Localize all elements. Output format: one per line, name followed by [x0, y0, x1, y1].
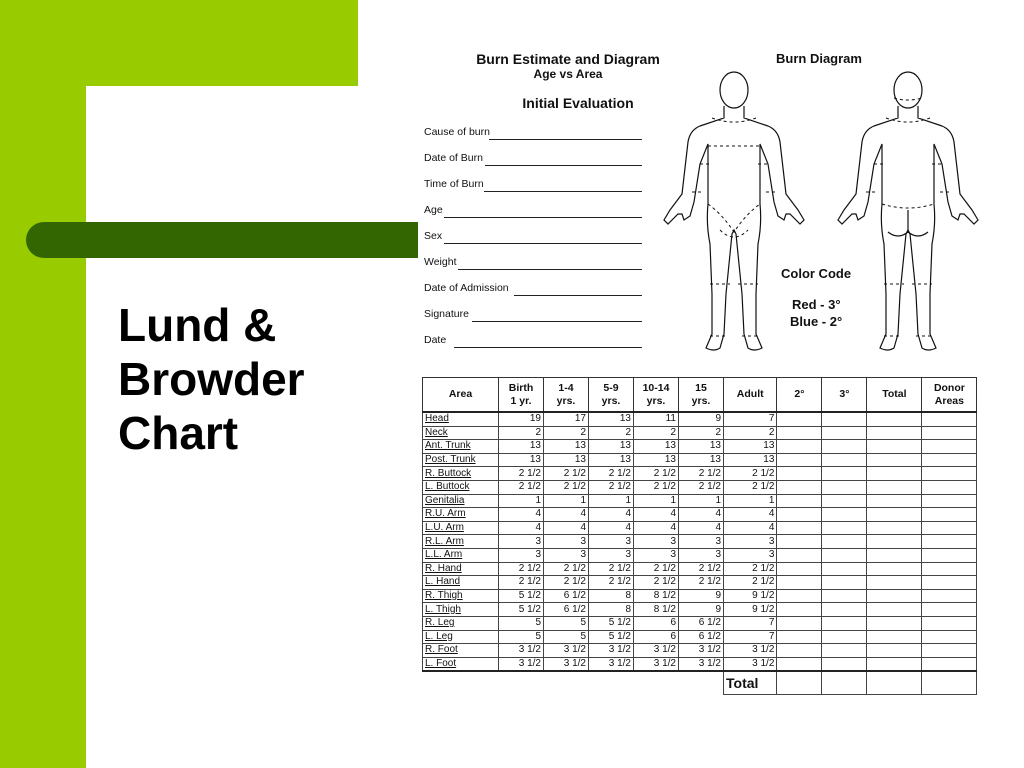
area-cell: R. Leg	[423, 616, 499, 630]
percentage-cell: 2 1/2	[499, 576, 544, 590]
percentage-cell: 2 1/2	[634, 562, 679, 576]
percentage-cell: 9 1/2	[724, 589, 777, 603]
entry-cell-3deg[interactable]	[822, 644, 867, 658]
percentage-cell: 8	[589, 603, 634, 617]
total-cell-donor[interactable]	[922, 671, 977, 695]
entry-cell-total[interactable]	[867, 494, 922, 508]
percentage-cell: 1	[544, 494, 589, 508]
area-cell: R.L. Arm	[423, 535, 499, 549]
entry-cell-3deg[interactable]	[822, 521, 867, 535]
percentage-cell: 8 1/2	[634, 589, 679, 603]
table-row	[423, 657, 977, 671]
area-cell: R. Hand	[423, 562, 499, 576]
entry-cell-2deg[interactable]	[777, 548, 822, 562]
percentage-cell: 2 1/2	[544, 562, 589, 576]
percentage-cell: 13	[679, 453, 724, 467]
entry-cell-3deg[interactable]	[822, 603, 867, 617]
entry-cell-total[interactable]	[867, 548, 922, 562]
total-cell-total[interactable]	[867, 671, 922, 695]
entry-cell-3deg[interactable]	[822, 480, 867, 494]
entry-cell-2deg[interactable]	[777, 480, 822, 494]
field-input-line[interactable]	[485, 165, 642, 166]
field-input-line[interactable]	[489, 139, 642, 140]
percentage-cell: 8	[589, 589, 634, 603]
percentage-cell: 1	[589, 494, 634, 508]
entry-cell-total[interactable]	[867, 412, 922, 426]
percentage-cell: 13	[589, 453, 634, 467]
percentage-cell: 3 1/2	[679, 657, 724, 671]
entry-cell-3deg[interactable]	[822, 426, 867, 440]
percentage-cell: 3 1/2	[724, 657, 777, 671]
percentage-cell: 13	[499, 440, 544, 454]
percentage-cell: 2	[544, 426, 589, 440]
entry-cell-donor[interactable]	[922, 494, 977, 508]
percentage-cell: 9	[679, 589, 724, 603]
table-row	[423, 576, 977, 590]
percentage-cell: 3	[589, 535, 634, 549]
percentage-cell: 2 1/2	[589, 480, 634, 494]
table-row	[423, 426, 977, 440]
entry-cell-3deg[interactable]	[822, 630, 867, 644]
percentage-cell: 3	[544, 548, 589, 562]
table-row	[423, 412, 977, 426]
slide-title-line: Lund &	[118, 299, 277, 351]
column-header: Area	[423, 378, 499, 413]
entry-cell-donor[interactable]	[922, 562, 977, 576]
color-code-blue: Blue - 2°	[790, 314, 843, 329]
entry-cell-2deg[interactable]	[777, 589, 822, 603]
area-cell: L. Buttock	[423, 480, 499, 494]
entry-cell-3deg[interactable]	[822, 467, 867, 481]
field-signature	[424, 308, 642, 324]
table-row	[423, 644, 977, 658]
entry-cell-donor[interactable]	[922, 589, 977, 603]
slide-title	[118, 298, 305, 460]
percentage-cell: 2 1/2	[679, 467, 724, 481]
field-time-of-burn	[424, 178, 642, 194]
head-outline	[720, 72, 748, 108]
entry-cell-donor[interactable]	[922, 630, 977, 644]
percentage-cell: 3 1/2	[544, 644, 589, 658]
entry-cell-3deg[interactable]	[822, 508, 867, 522]
entry-cell-3deg[interactable]	[822, 576, 867, 590]
entry-cell-3deg[interactable]	[822, 535, 867, 549]
entry-cell-donor[interactable]	[922, 616, 977, 630]
entry-cell-3deg[interactable]	[822, 453, 867, 467]
percentage-cell: 2 1/2	[679, 562, 724, 576]
burn-diagram-title: Burn Diagram	[776, 51, 862, 66]
percentage-cell: 4	[544, 521, 589, 535]
table-row	[423, 562, 977, 576]
percentage-cell: 4	[634, 508, 679, 522]
percentage-cell: 4	[499, 508, 544, 522]
percentage-cell: 7	[724, 630, 777, 644]
percentage-cell: 3	[589, 548, 634, 562]
left-accent-bar	[0, 0, 86, 768]
entry-cell-2deg[interactable]	[777, 603, 822, 617]
percentage-cell: 3	[634, 548, 679, 562]
column-header: 1-4 yrs.	[544, 378, 589, 413]
percentage-cell: 2	[679, 426, 724, 440]
back-body-diagram	[828, 64, 988, 359]
entry-cell-total[interactable]	[867, 480, 922, 494]
percentage-cell: 3 1/2	[544, 657, 589, 671]
column-header: 15 yrs.	[679, 378, 724, 413]
field-date-of-admission	[424, 282, 642, 298]
percentage-cell: 2	[724, 426, 777, 440]
percentage-cell: 4	[544, 508, 589, 522]
table-row	[423, 603, 977, 617]
percentage-cell: 2 1/2	[589, 467, 634, 481]
percentage-cell: 4	[589, 508, 634, 522]
entry-cell-total[interactable]	[867, 576, 922, 590]
area-cell: R. Buttock	[423, 467, 499, 481]
entry-cell-total[interactable]	[867, 562, 922, 576]
column-header: 2°	[777, 378, 822, 413]
table-row	[423, 467, 977, 481]
field-label: Age	[424, 204, 443, 216]
percentage-cell: 7	[724, 616, 777, 630]
table-row	[423, 508, 977, 522]
total-spacer	[423, 671, 724, 695]
top-accent-bar	[0, 0, 358, 86]
field-label: Time of Burn	[424, 178, 484, 190]
field-weight	[424, 256, 642, 272]
table-row	[423, 548, 977, 562]
entry-cell-3deg[interactable]	[822, 412, 867, 426]
percentage-cell: 3 1/2	[679, 644, 724, 658]
percentage-cell: 13	[589, 412, 634, 426]
field-label: Sex	[424, 230, 443, 242]
percentage-cell: 3 1/2	[589, 657, 634, 671]
column-header: Donor Areas	[922, 378, 977, 413]
percentage-cell: 2 1/2	[724, 576, 777, 590]
percentage-cell: 5	[544, 630, 589, 644]
percentage-cell: 5	[499, 616, 544, 630]
percentage-cell: 6 1/2	[679, 630, 724, 644]
entry-cell-donor[interactable]	[922, 548, 977, 562]
entry-cell-2deg[interactable]	[777, 521, 822, 535]
percentage-cell: 5 1/2	[589, 616, 634, 630]
entry-cell-total[interactable]	[867, 589, 922, 603]
total-cell-2deg[interactable]	[777, 671, 822, 695]
percentage-cell: 13	[544, 453, 589, 467]
percentage-cell: 4	[679, 508, 724, 522]
percentage-cell: 2 1/2	[634, 576, 679, 590]
percentage-cell: 2	[499, 426, 544, 440]
entry-cell-2deg[interactable]	[777, 535, 822, 549]
area-cell: R. Thigh	[423, 589, 499, 603]
percentage-cell: 1	[679, 494, 724, 508]
percentage-cell: 6 1/2	[544, 603, 589, 617]
table-row	[423, 535, 977, 549]
area-cell: L. Leg	[423, 630, 499, 644]
table-row	[423, 616, 977, 630]
form-subtitle: Age vs Area	[533, 67, 603, 81]
percentage-cell: 2 1/2	[634, 467, 679, 481]
field-label: Weight	[424, 256, 457, 268]
entry-cell-total[interactable]	[867, 616, 922, 630]
percentage-cell: 5 1/2	[499, 603, 544, 617]
percentage-cell: 5 1/2	[499, 589, 544, 603]
entry-cell-2deg[interactable]	[777, 657, 822, 671]
area-cell: Genitalia	[423, 494, 499, 508]
entry-cell-2deg[interactable]	[777, 467, 822, 481]
entry-cell-total[interactable]	[867, 630, 922, 644]
percentage-cell: 2 1/2	[724, 480, 777, 494]
percentage-cell: 17	[544, 412, 589, 426]
form-title: Burn Estimate and Diagram	[476, 51, 660, 67]
percentage-cell: 8 1/2	[634, 603, 679, 617]
column-header: 3°	[822, 378, 867, 413]
entry-cell-total[interactable]	[867, 508, 922, 522]
burn-estimate-form	[418, 40, 978, 700]
percentage-cell: 3 1/2	[589, 644, 634, 658]
entry-cell-total[interactable]	[867, 644, 922, 658]
entry-cell-2deg[interactable]	[777, 616, 822, 630]
percentage-cell: 3	[544, 535, 589, 549]
entry-cell-total[interactable]	[867, 440, 922, 454]
field-date	[424, 334, 642, 350]
percentage-cell: 3	[499, 548, 544, 562]
field-label: Date of Admission	[424, 282, 509, 294]
percentage-cell: 2 1/2	[589, 562, 634, 576]
entry-cell-total[interactable]	[867, 426, 922, 440]
percentage-cell: 4	[724, 508, 777, 522]
area-cell: R.U. Arm	[423, 508, 499, 522]
entry-cell-total[interactable]	[867, 657, 922, 671]
area-cell: Neck	[423, 426, 499, 440]
percentage-cell: 7	[724, 412, 777, 426]
entry-cell-donor[interactable]	[922, 467, 977, 481]
percentage-cell: 3 1/2	[634, 657, 679, 671]
area-cell: L. Hand	[423, 576, 499, 590]
percentage-cell: 6 1/2	[544, 589, 589, 603]
percentage-cell: 3	[724, 548, 777, 562]
entry-cell-3deg[interactable]	[822, 657, 867, 671]
percentage-cell: 3 1/2	[724, 644, 777, 658]
area-cell: L. Foot	[423, 657, 499, 671]
area-cell: Head	[423, 412, 499, 426]
percentage-cell: 13	[499, 453, 544, 467]
percentage-cell: 2 1/2	[724, 467, 777, 481]
field-label: Date	[424, 334, 447, 346]
percentage-cell: 4	[724, 521, 777, 535]
percentage-cell: 2 1/2	[499, 480, 544, 494]
percentage-cell: 13	[544, 440, 589, 454]
area-cell: Ant. Trunk	[423, 440, 499, 454]
entry-cell-2deg[interactable]	[777, 426, 822, 440]
percentage-cell: 6	[634, 616, 679, 630]
column-header: 10-14 yrs.	[634, 378, 679, 413]
area-cell: Post. Trunk	[423, 453, 499, 467]
percentage-cell: 2 1/2	[634, 480, 679, 494]
field-input-line[interactable]	[514, 295, 642, 296]
title-divider-bar	[26, 222, 446, 258]
percentage-cell: 3 1/2	[499, 644, 544, 658]
percentage-cell: 3	[499, 535, 544, 549]
percentage-cell: 3	[634, 535, 679, 549]
entry-cell-donor[interactable]	[922, 657, 977, 671]
percentage-cell: 13	[679, 440, 724, 454]
percentage-cell: 13	[634, 453, 679, 467]
table-body	[423, 412, 977, 671]
table-total-row	[423, 671, 977, 695]
entry-cell-3deg[interactable]	[822, 616, 867, 630]
percentage-cell: 11	[634, 412, 679, 426]
percentage-cell: 3	[724, 535, 777, 549]
table-row	[423, 521, 977, 535]
area-cell: L.L. Arm	[423, 548, 499, 562]
entry-cell-donor[interactable]	[922, 603, 977, 617]
percentage-cell: 9	[679, 603, 724, 617]
entry-cell-2deg[interactable]	[777, 412, 822, 426]
entry-cell-3deg[interactable]	[822, 494, 867, 508]
percentage-cell: 2 1/2	[589, 576, 634, 590]
lund-browder-table	[422, 377, 977, 695]
field-sex	[424, 230, 642, 246]
color-code-red: Red - 3°	[792, 297, 841, 312]
entry-cell-donor[interactable]	[922, 412, 977, 426]
percentage-cell: 13	[634, 440, 679, 454]
area-cell: R. Foot	[423, 644, 499, 658]
entry-cell-2deg[interactable]	[777, 453, 822, 467]
percentage-cell: 2 1/2	[499, 467, 544, 481]
entry-cell-2deg[interactable]	[777, 440, 822, 454]
field-input-line[interactable]	[484, 191, 642, 192]
percentage-cell: 2 1/2	[544, 467, 589, 481]
total-label: Total	[724, 671, 777, 695]
percentage-cell: 2 1/2	[679, 480, 724, 494]
table-row	[423, 440, 977, 454]
column-header: Adult	[724, 378, 777, 413]
percentage-cell: 5 1/2	[589, 630, 634, 644]
entry-cell-3deg[interactable]	[822, 589, 867, 603]
percentage-cell: 13	[724, 440, 777, 454]
area-cell: L. Thigh	[423, 603, 499, 617]
head-outline	[894, 72, 922, 108]
table-header-row	[423, 378, 977, 413]
entry-cell-total[interactable]	[867, 535, 922, 549]
field-label: Date of Burn	[424, 152, 483, 164]
table-row	[423, 589, 977, 603]
initial-evaluation-heading: Initial Evaluation	[522, 95, 634, 111]
entry-cell-total[interactable]	[867, 467, 922, 481]
body-outline	[664, 106, 804, 350]
field-label: Signature	[424, 308, 469, 320]
entry-cell-donor[interactable]	[922, 480, 977, 494]
percentage-cell: 1	[724, 494, 777, 508]
table-row	[423, 630, 977, 644]
field-age	[424, 204, 642, 220]
table-row	[423, 480, 977, 494]
field-input-line[interactable]	[472, 321, 642, 322]
field-date-of-burn	[424, 152, 642, 168]
entry-cell-3deg[interactable]	[822, 562, 867, 576]
entry-cell-3deg[interactable]	[822, 440, 867, 454]
entry-cell-donor[interactable]	[922, 535, 977, 549]
table-row	[423, 494, 977, 508]
field-input-line[interactable]	[458, 269, 642, 270]
entry-cell-2deg[interactable]	[777, 494, 822, 508]
column-header: Total	[867, 378, 922, 413]
color-code-title: Color Code	[781, 266, 852, 281]
percentage-cell: 2 1/2	[724, 562, 777, 576]
percentage-cell: 1	[634, 494, 679, 508]
percentage-cell: 4	[499, 521, 544, 535]
field-cause-of-burn	[424, 126, 642, 142]
entry-cell-donor[interactable]	[922, 521, 977, 535]
entry-cell-donor[interactable]	[922, 576, 977, 590]
entry-cell-2deg[interactable]	[777, 576, 822, 590]
column-header: 5-9 yrs.	[589, 378, 634, 413]
entry-cell-2deg[interactable]	[777, 644, 822, 658]
percentage-cell: 2	[589, 426, 634, 440]
total-cell-3deg[interactable]	[822, 671, 867, 695]
entry-cell-total[interactable]	[867, 521, 922, 535]
percentage-cell: 5	[544, 616, 589, 630]
percentage-cell: 3	[679, 535, 724, 549]
percentage-cell: 4	[679, 521, 724, 535]
percentage-cell: 4	[634, 521, 679, 535]
percentage-cell: 13	[589, 440, 634, 454]
percentage-cell: 5	[499, 630, 544, 644]
field-label: Cause of burn	[424, 126, 490, 138]
percentage-cell: 2 1/2	[544, 576, 589, 590]
entry-cell-donor[interactable]	[922, 644, 977, 658]
entry-cell-2deg[interactable]	[777, 562, 822, 576]
table-row	[423, 453, 977, 467]
percentage-cell: 4	[589, 521, 634, 535]
percentage-cell: 2 1/2	[679, 576, 724, 590]
percentage-cell: 19	[499, 412, 544, 426]
percentage-cell: 2	[634, 426, 679, 440]
field-input-line[interactable]	[444, 243, 642, 244]
percentage-cell: 3 1/2	[499, 657, 544, 671]
slide-title-line: Chart	[118, 407, 239, 459]
field-input-line[interactable]	[444, 217, 642, 218]
percentage-cell: 3 1/2	[634, 644, 679, 658]
entry-cell-2deg[interactable]	[777, 508, 822, 522]
percentage-cell: 6	[634, 630, 679, 644]
percentage-cell: 1	[499, 494, 544, 508]
entry-cell-total[interactable]	[867, 453, 922, 467]
entry-cell-donor[interactable]	[922, 440, 977, 454]
percentage-cell: 6 1/2	[679, 616, 724, 630]
percentage-cell: 2 1/2	[499, 562, 544, 576]
area-cell: L.U. Arm	[423, 521, 499, 535]
entry-cell-total[interactable]	[867, 603, 922, 617]
slide-title-line: Browder	[118, 353, 305, 405]
percentage-cell: 9	[679, 412, 724, 426]
percentage-cell: 2 1/2	[544, 480, 589, 494]
column-header: Birth 1 yr.	[499, 378, 544, 413]
percentage-cell: 3	[679, 548, 724, 562]
entry-cell-2deg[interactable]	[777, 630, 822, 644]
entry-cell-3deg[interactable]	[822, 548, 867, 562]
percentage-cell: 13	[724, 453, 777, 467]
entry-cell-donor[interactable]	[922, 426, 977, 440]
field-input-line[interactable]	[454, 347, 642, 348]
entry-cell-donor[interactable]	[922, 453, 977, 467]
entry-cell-donor[interactable]	[922, 508, 977, 522]
percentage-cell: 9 1/2	[724, 603, 777, 617]
